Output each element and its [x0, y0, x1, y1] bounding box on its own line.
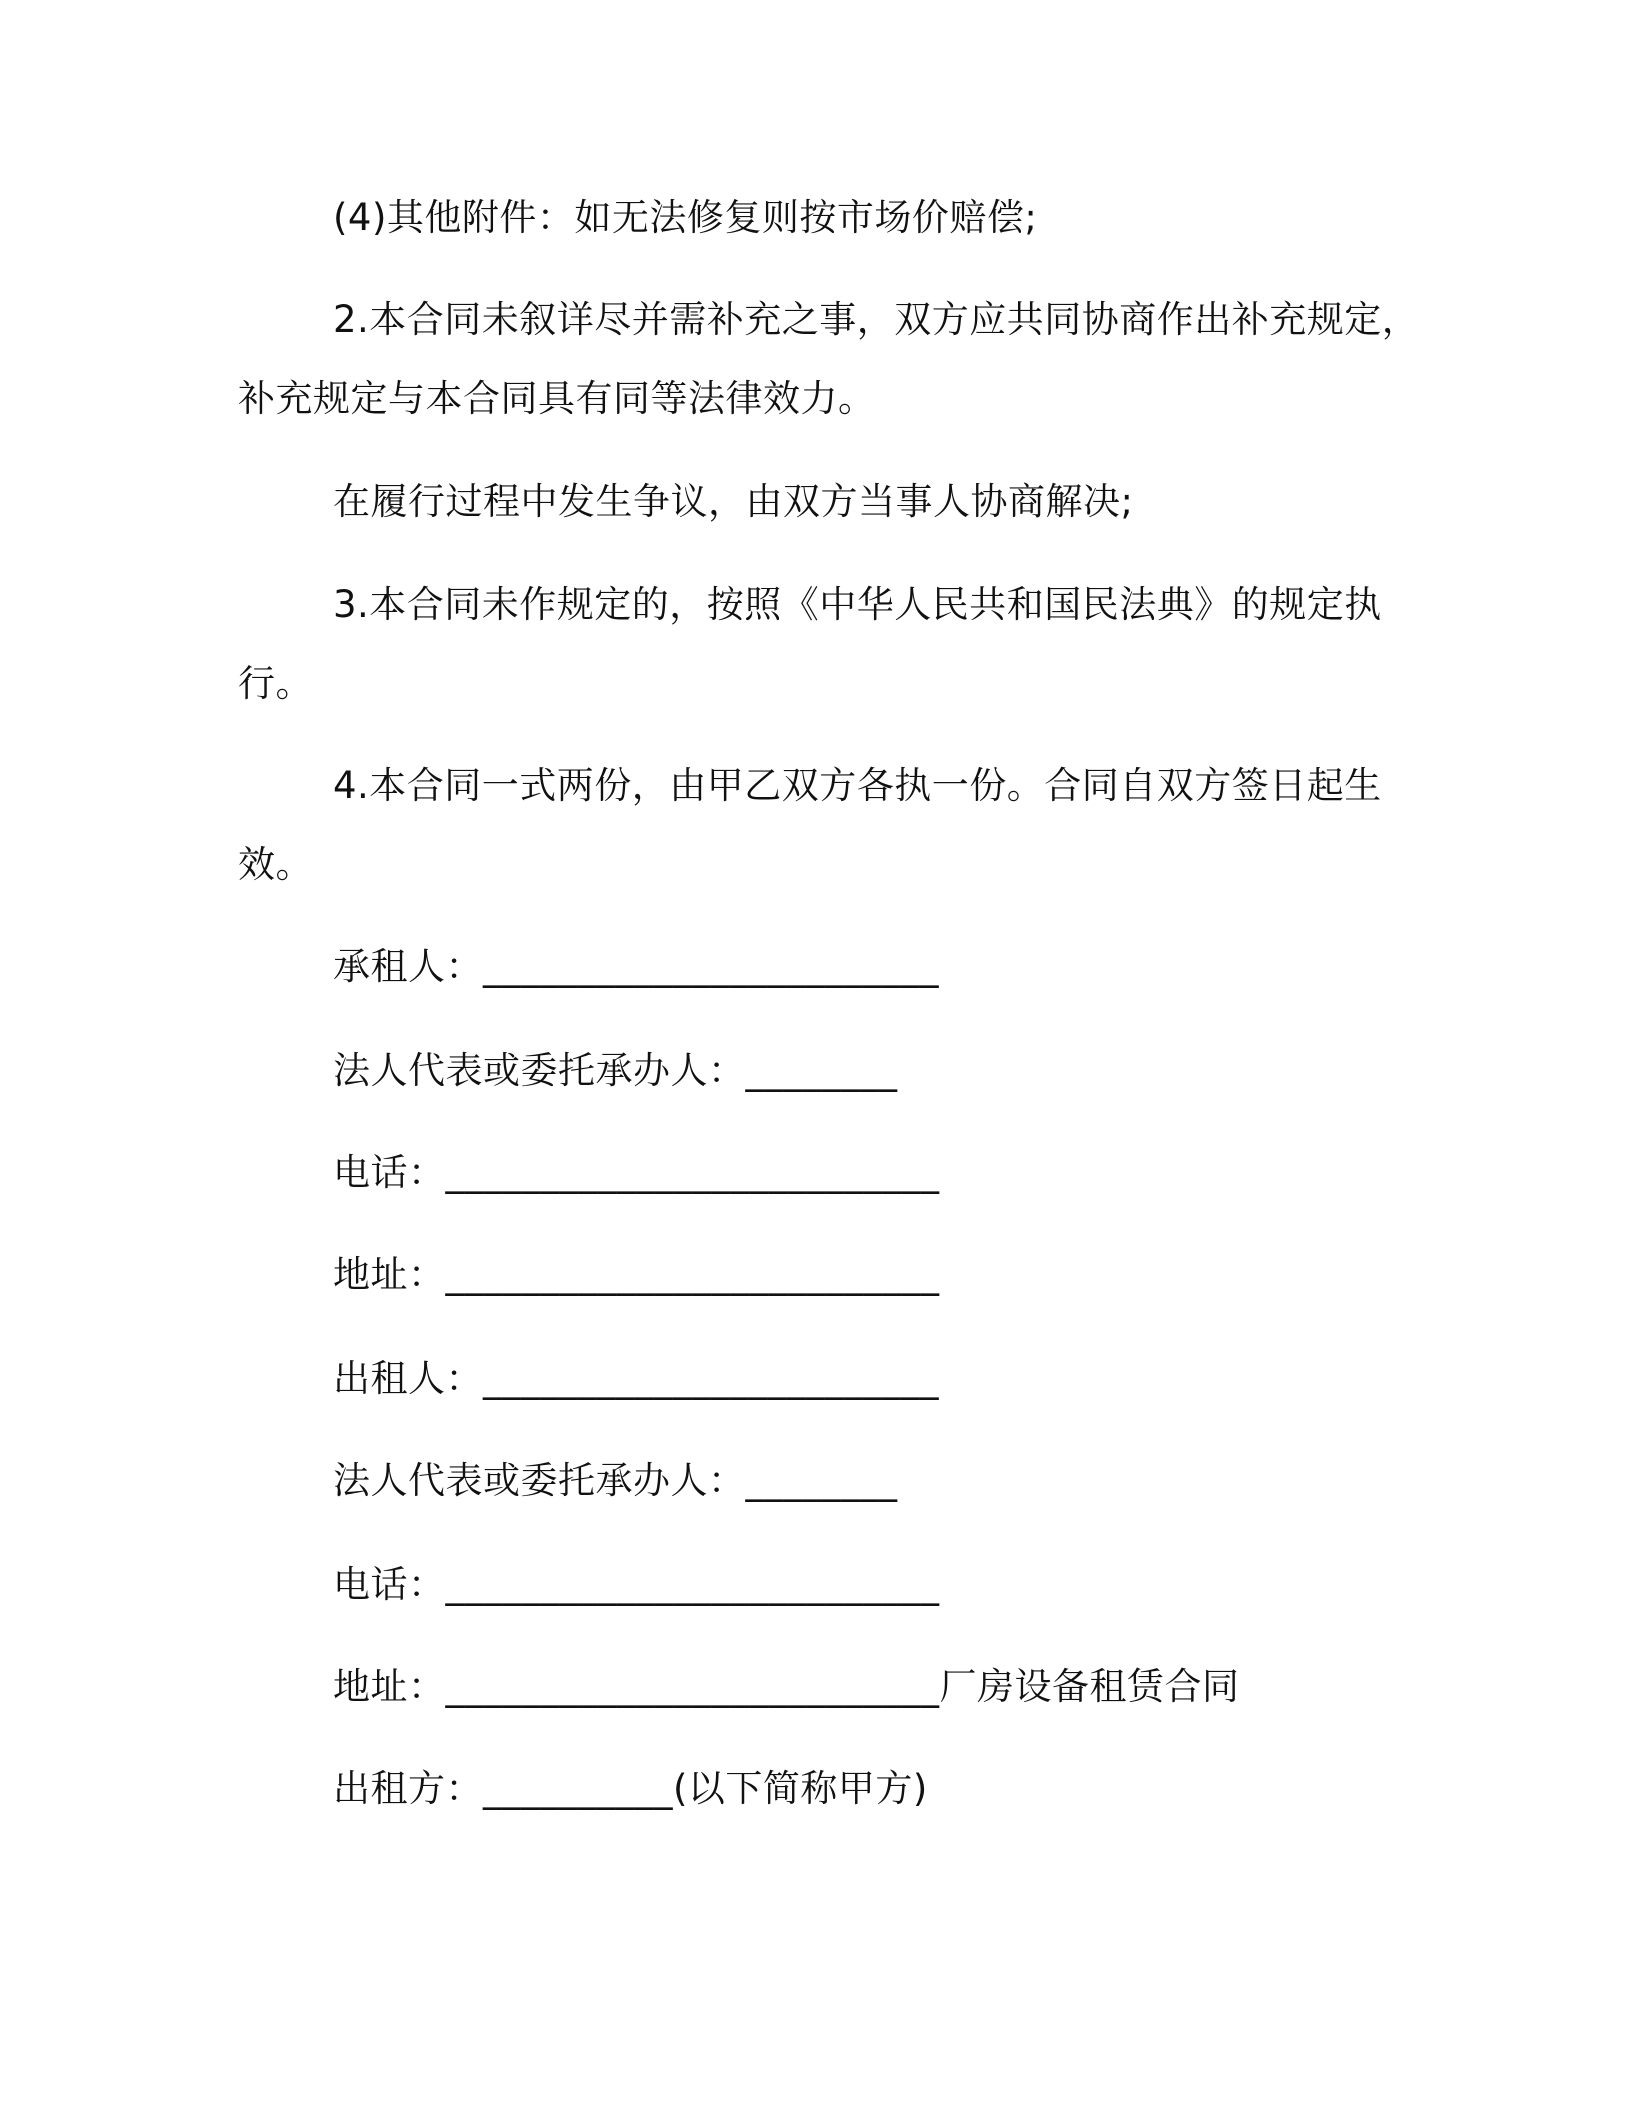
lessee-name-field: 承租人：________________________ [333, 945, 939, 988]
clause-3-civil-code-line-2: 行。 [238, 662, 313, 705]
clause-2-supplement-line-1: 2.本合同未叙详尽并需补充之事，双方应共同协商作出补充规定， [333, 298, 1420, 341]
clause-4-other-attachments: (4)其他附件：如无法修复则按市场价赔偿; [333, 196, 1038, 239]
lessor-representative-field: 法人代表或委托承办人：________ [333, 1459, 898, 1502]
lessor-name-field: 出租人：________________________ [333, 1357, 939, 1400]
clause-4-copies-line-2: 效。 [238, 843, 313, 886]
lessor-party-a-field: 出租方：__________(以下简称甲方) [333, 1767, 928, 1810]
lessor-address-and-title: 地址：__________________________厂房设备租赁合同 [333, 1665, 1240, 1708]
lessee-address-field: 地址：__________________________ [333, 1253, 940, 1296]
lessor-phone-field: 电话：__________________________ [333, 1563, 940, 1606]
dispute-resolution-clause: 在履行过程中发生争议，由双方当事人协商解决; [333, 480, 1134, 523]
clause-3-civil-code-line-1: 3.本合同未作规定的，按照《中华人民共和国民法典》的规定执 [333, 583, 1382, 626]
clause-4-copies-line-1: 4.本合同一式两份，由甲乙双方各执一份。合同自双方签日起生 [333, 764, 1382, 807]
clause-2-supplement-line-2: 补充规定与本合同具有同等法律效力。 [238, 377, 876, 420]
lessee-representative-field: 法人代表或委托承办人：________ [333, 1049, 898, 1092]
lessee-phone-field: 电话：__________________________ [333, 1151, 940, 1194]
